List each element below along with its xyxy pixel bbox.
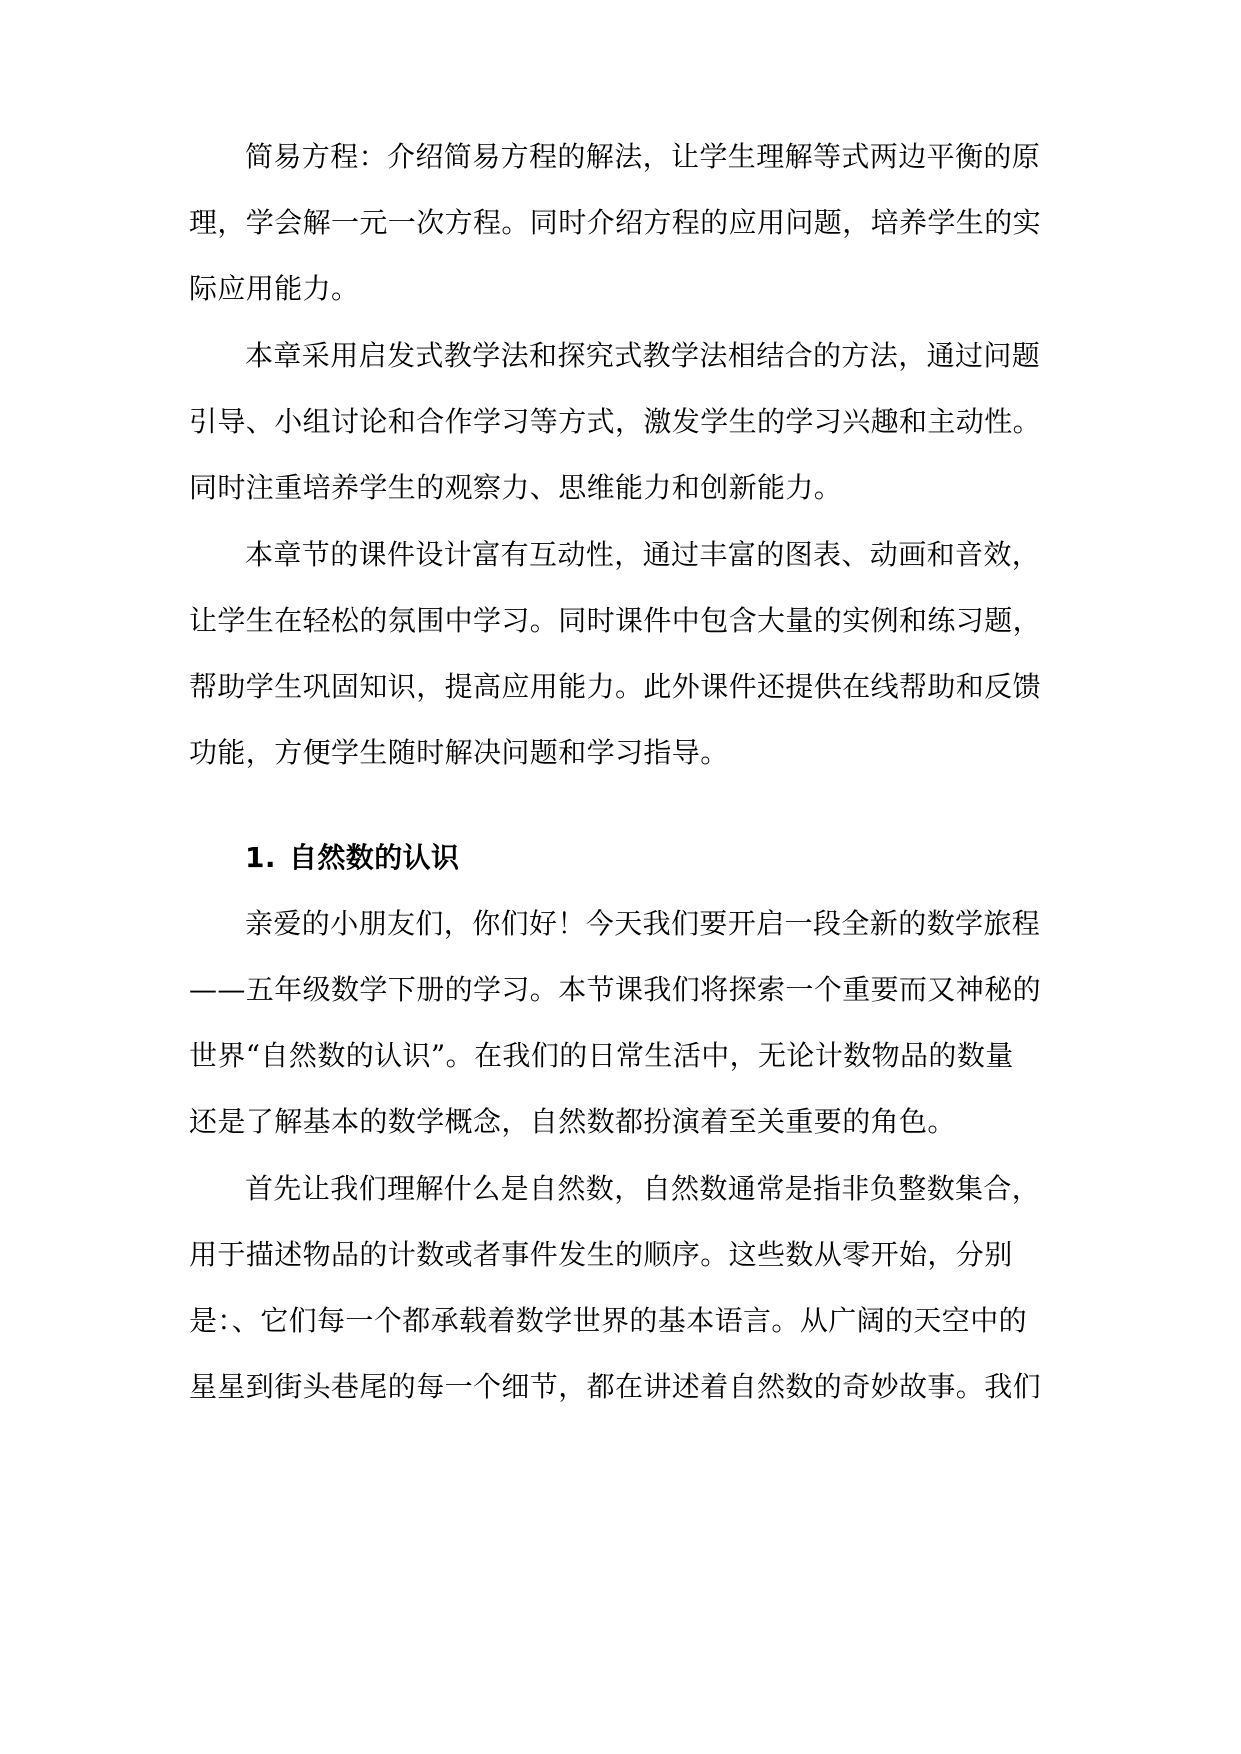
section-paragraph-1-line-2: ——五年级数学下册的学习。本节课我们将探索一个重要而又神秘的 [189, 973, 1042, 1006]
section-paragraph-2-line-3: 是：、它们每一个都承载着数学世界的基本语言。从广阔的天空中的 [189, 1304, 1028, 1337]
section-title: 自然数的认识 [289, 841, 460, 874]
section-paragraph-1-line-1: 亲爱的小朋友们，你们好！今天我们要开启一段全新的数学旅程 [245, 907, 1041, 940]
section-paragraph-2-line-1: 首先让我们理解什么是自然数，自然数通常是指非负整数集合， [245, 1172, 1041, 1205]
section-paragraph-2-line-4: 星星到街头巷尾的每一个细节，都在讲述着自然数的奇妙故事。我们 [189, 1370, 1042, 1403]
section-paragraph-1-line-3: 世界“自然数的认识”。在我们的日常生活中，无论计数物品的数量 [189, 1039, 1014, 1072]
paragraph-2-line-3: 同时注重培养学生的观察力、思维能力和创新能力。 [189, 471, 843, 504]
paragraph-1-line-3: 际应用能力。 [189, 272, 360, 305]
paragraph-3-line-2: 让学生在轻松的氛围中学习。同时课件中包含大量的实例和练习题， [189, 604, 1042, 637]
section-heading [189, 838, 1115, 878]
section-number: 1. [245, 841, 276, 874]
section-paragraph-2-line-2: 用于描述物品的计数或者事件发生的顺序。这些数从零开始，分别 [189, 1238, 1013, 1271]
paragraph-3-line-1: 本章节的课件设计富有互动性，通过丰富的图表、动画和音效， [245, 538, 1041, 571]
paragraph-1-line-1: 简易方程：介绍简易方程的解法，让学生理解等式两边平衡的原 [245, 140, 1041, 173]
section-paragraph-1-line-4: 还是了解基本的数学概念，自然数都扮演着至关重要的角色。 [189, 1105, 956, 1138]
paragraph-1-line-2: 理，学会解一元一次方程。同时介绍方程的应用问题，培养学生的实 [189, 206, 1042, 239]
paragraph-3-line-3: 帮助学生巩固知识，提高应用能力。此外课件还提供在线帮助和反馈 [189, 670, 1042, 703]
paragraph-2-line-1: 本章采用启发式教学法和探究式教学法相结合的方法，通过问题 [245, 339, 1041, 372]
paragraph-2-line-2: 引导、小组讨论和合作学习等方式，激发学生的学习兴趣和主动性。 [189, 405, 1042, 438]
paragraph-3-line-4: 功能，方便学生随时解决问题和学习指导。 [189, 736, 729, 769]
